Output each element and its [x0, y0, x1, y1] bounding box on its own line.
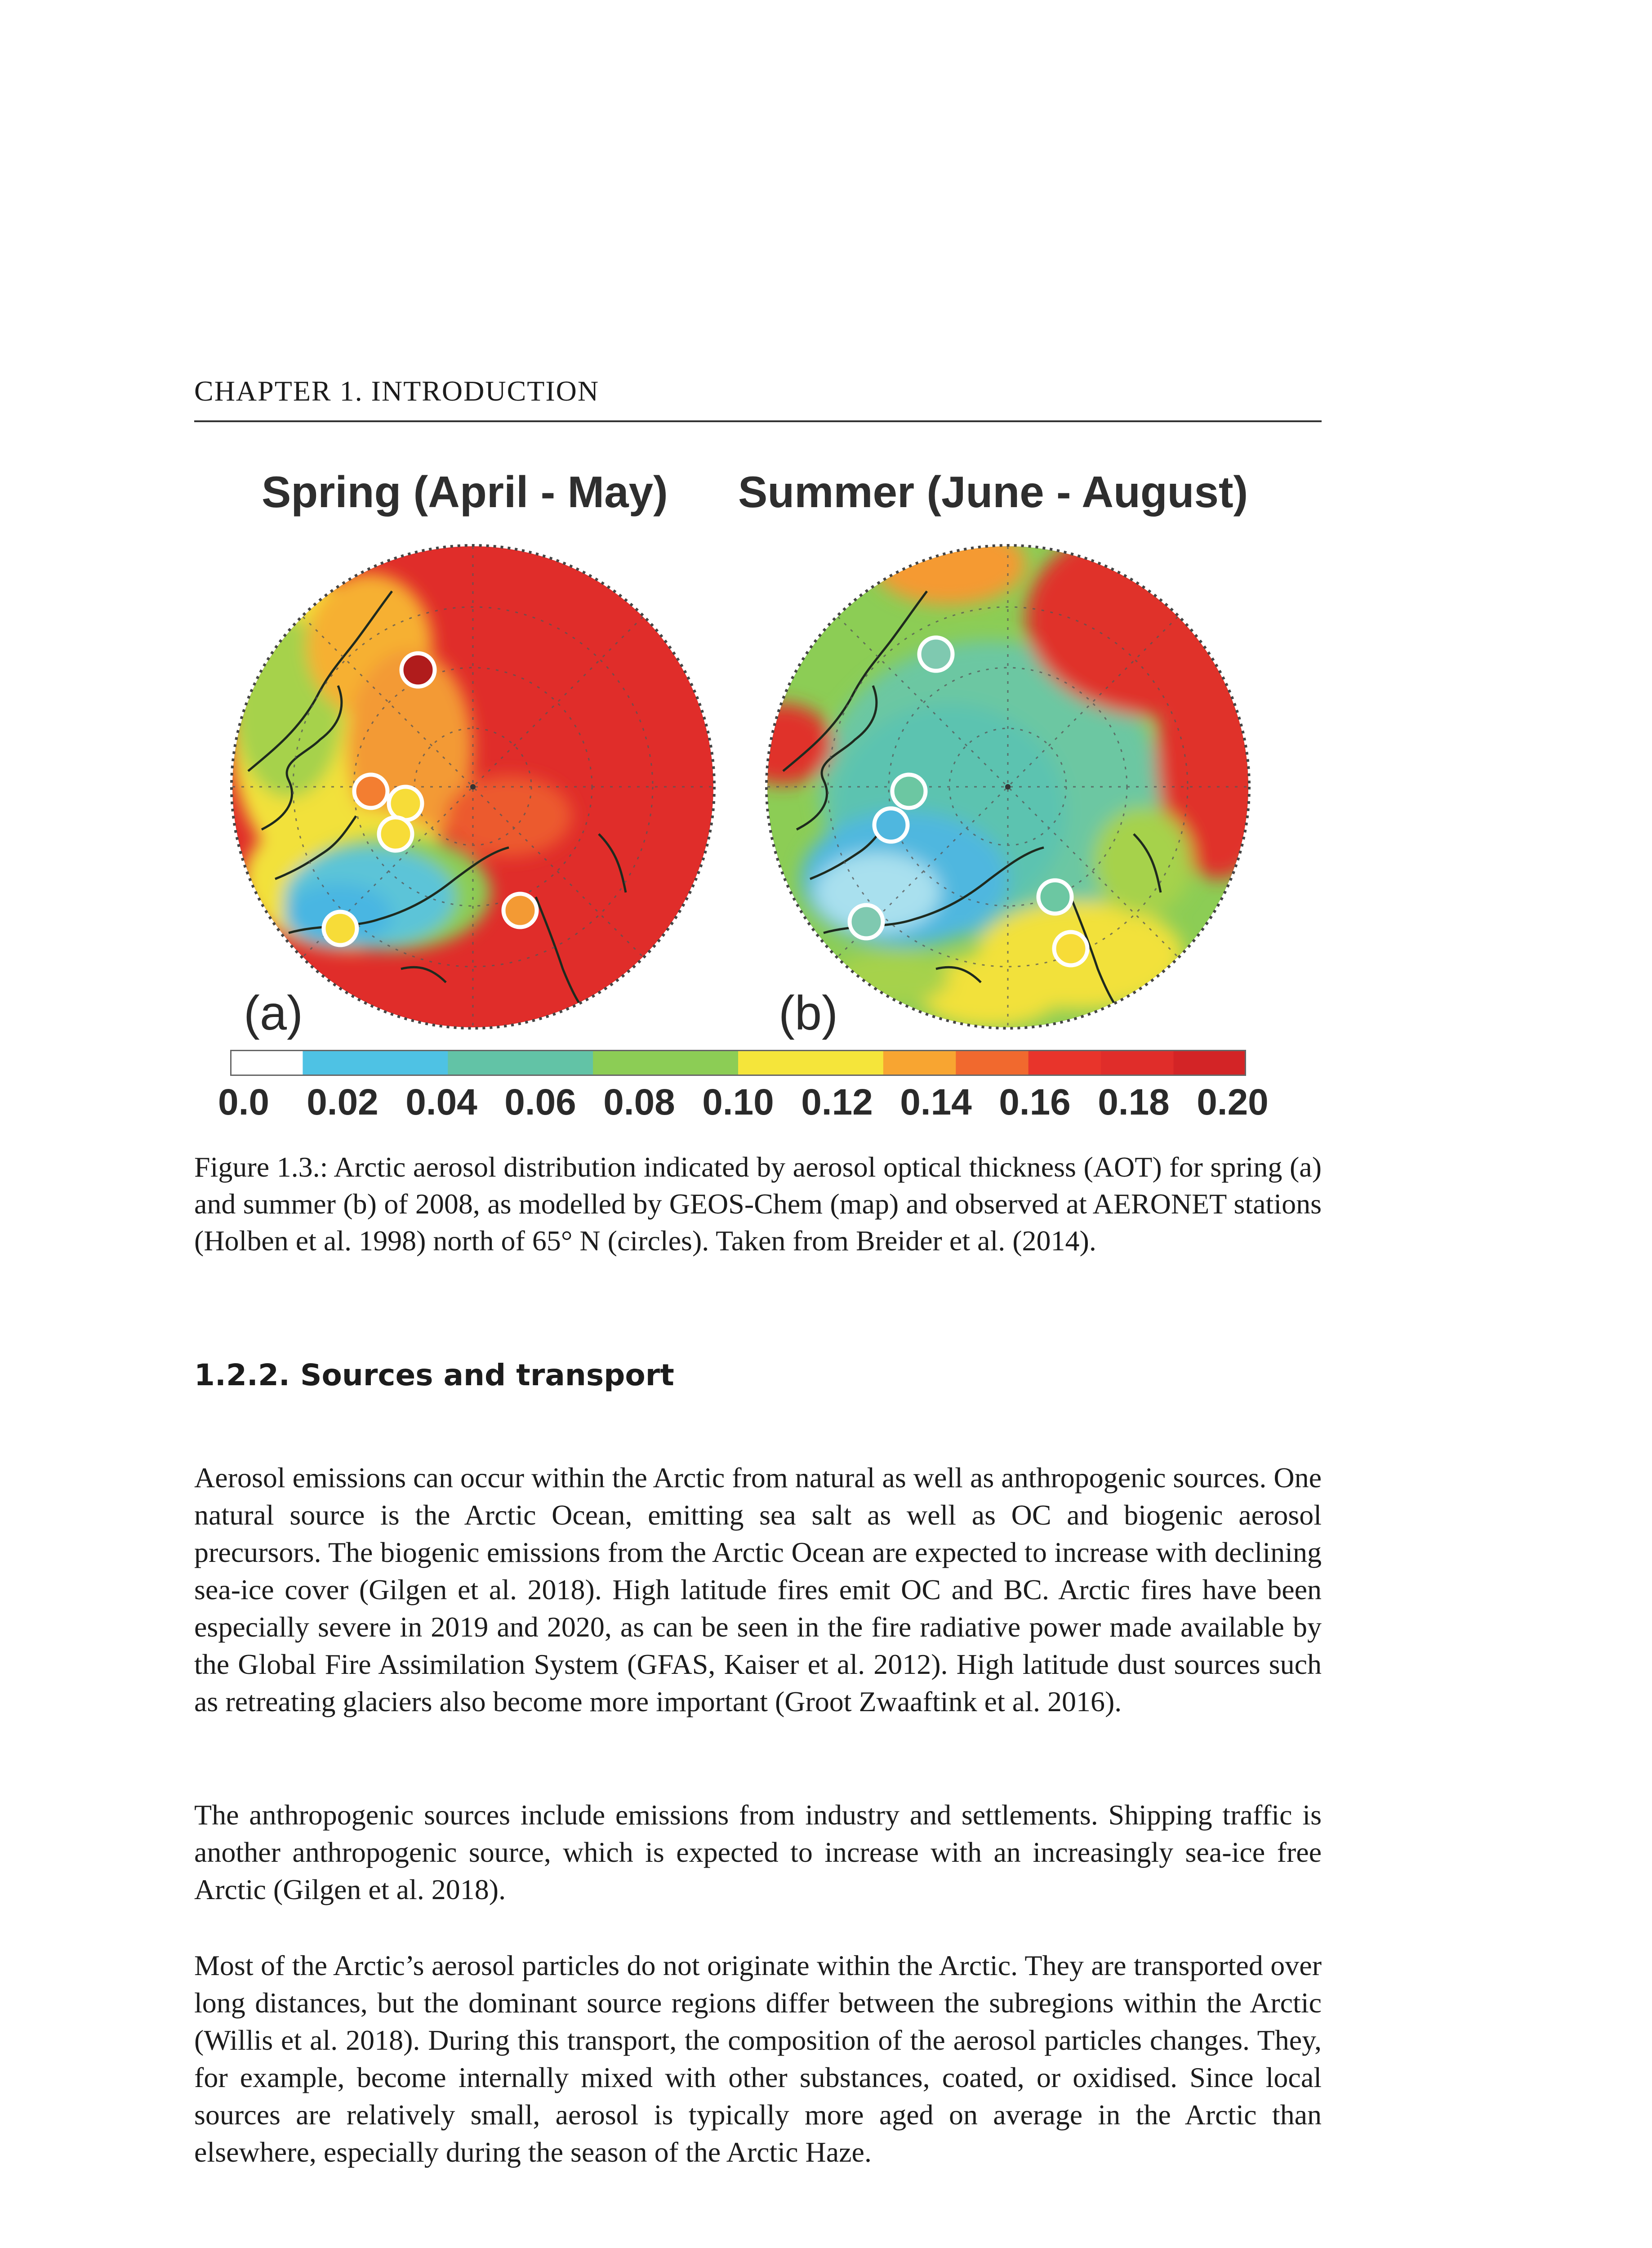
- figure-caption: Figure 1.3.: Arctic aerosol distribution indicated by aerosol optical thickness (AOT) for spring (a) and summer (b) of 2008, as modelled by GEOS-Chem (map) and observed at AERONET stations (Holben et al. 1998) north of 65° N (circles). Taken from Breider et al. (2014).: [194, 1151, 1322, 1257]
- paragraph-3: Most of the Arctic’s aerosol particles do not originate within the Arctic. They are transported over long distances, but the dominant source regions differ between the subregions within the Arctic (Willis et al. 2018). During this transport, the composition of the aerosol particles changes. They, for example, become internally mixed with other substances, coated, or oxidised. Since local sources are relatively small, aerosol is typically more aged on average in the Arctic than elsewhere, especially during the season of the Arctic Haze.: [194, 1949, 1322, 2168]
- colorbar-tick-label: 0.12: [801, 1082, 873, 1123]
- colorbar-tick-label: 0.06: [504, 1082, 576, 1123]
- station-marker: [354, 775, 387, 808]
- colorbar-segment: [1029, 1050, 1101, 1076]
- header-rule: [194, 420, 1322, 422]
- colorbar-segment: [448, 1050, 521, 1076]
- colorbar-segment: [1101, 1050, 1174, 1076]
- colorbar-segment: [810, 1050, 883, 1076]
- colorbar-segment: [303, 1050, 375, 1076]
- panel-label-a: (a): [244, 986, 303, 1040]
- colorbar-segment: [375, 1050, 448, 1076]
- colorbar-segment: [593, 1050, 666, 1076]
- colorbar-segment: [883, 1050, 956, 1076]
- colorbar-tick-label: 0.20: [1197, 1082, 1269, 1123]
- station-marker: [850, 905, 883, 938]
- colorbar-tick-label: 0.08: [603, 1082, 675, 1123]
- station-marker: [892, 775, 926, 808]
- figure-1-3: [194, 459, 1322, 1155]
- station-marker: [401, 653, 435, 687]
- aot-colorbar: [230, 1050, 1246, 1076]
- colorbar-tick-label: 0.16: [999, 1082, 1071, 1123]
- section-heading: 1.2.2. Sources and transport: [194, 1358, 674, 1392]
- station-marker: [503, 894, 537, 927]
- station-marker: [1038, 880, 1072, 914]
- station-marker: [1054, 932, 1087, 965]
- colorbar-tick-label: 0.14: [900, 1082, 972, 1123]
- summer-aot-map: [756, 537, 1278, 1032]
- station-marker: [379, 817, 412, 851]
- colorbar-segment: [738, 1050, 811, 1076]
- station-marker: [874, 808, 908, 842]
- colorbar-tick-label: 0.0: [218, 1082, 269, 1123]
- colorbar-segment: [230, 1050, 303, 1076]
- running-head: CHAPTER 1. INTRODUCTION: [194, 375, 600, 407]
- station-marker: [324, 912, 357, 945]
- colorbar-tick-label: 0.18: [1098, 1082, 1170, 1123]
- colorbar-tick-label: 0.02: [307, 1082, 378, 1123]
- paragraph-2: The anthropogenic sources include emissions from industry and settlements. Shipping traffic is another anthropogenic source, which is expected to increase with an increasingly sea-ice free Arctic (Gilgen et al. 2018).: [194, 1799, 1322, 1905]
- spring-aot-map: [221, 537, 743, 1032]
- colorbar-segment: [1174, 1050, 1246, 1076]
- panel-label-b: (b): [779, 986, 838, 1040]
- colorbar-tick-label: 0.10: [702, 1082, 774, 1123]
- panel-title-spring: Spring (April - May): [262, 467, 668, 517]
- panel-title-summer: Summer (June - August): [738, 467, 1248, 517]
- colorbar-segment: [956, 1050, 1029, 1076]
- station-marker: [389, 787, 422, 820]
- colorbar-segment: [521, 1050, 593, 1076]
- station-marker: [919, 638, 953, 671]
- colorbar-segment: [666, 1050, 739, 1076]
- colorbar-tick-label: 0.04: [405, 1082, 477, 1123]
- paragraph-1: Aerosol emissions can occur within the Arctic from natural as well as anthropogenic sources. One natural source is the Arctic Ocean, emitting sea salt as well as OC and biogenic aerosol precursors. The biogenic emissions from the Arctic Ocean are expected to increase with declining sea-ice cover (Gilgen et al. 2018). High latitude fires emit OC and BC. Arctic fires have been especially severe in 2019 and 2020, as can be seen in the fire radiative power made available by the Global Fire Assimilation System (GFAS, Kaiser et al. 2012). High latitude dust sources such as retreating glaciers also become more important (Groot Zwaaftink et al. 2016).: [194, 1462, 1322, 1717]
